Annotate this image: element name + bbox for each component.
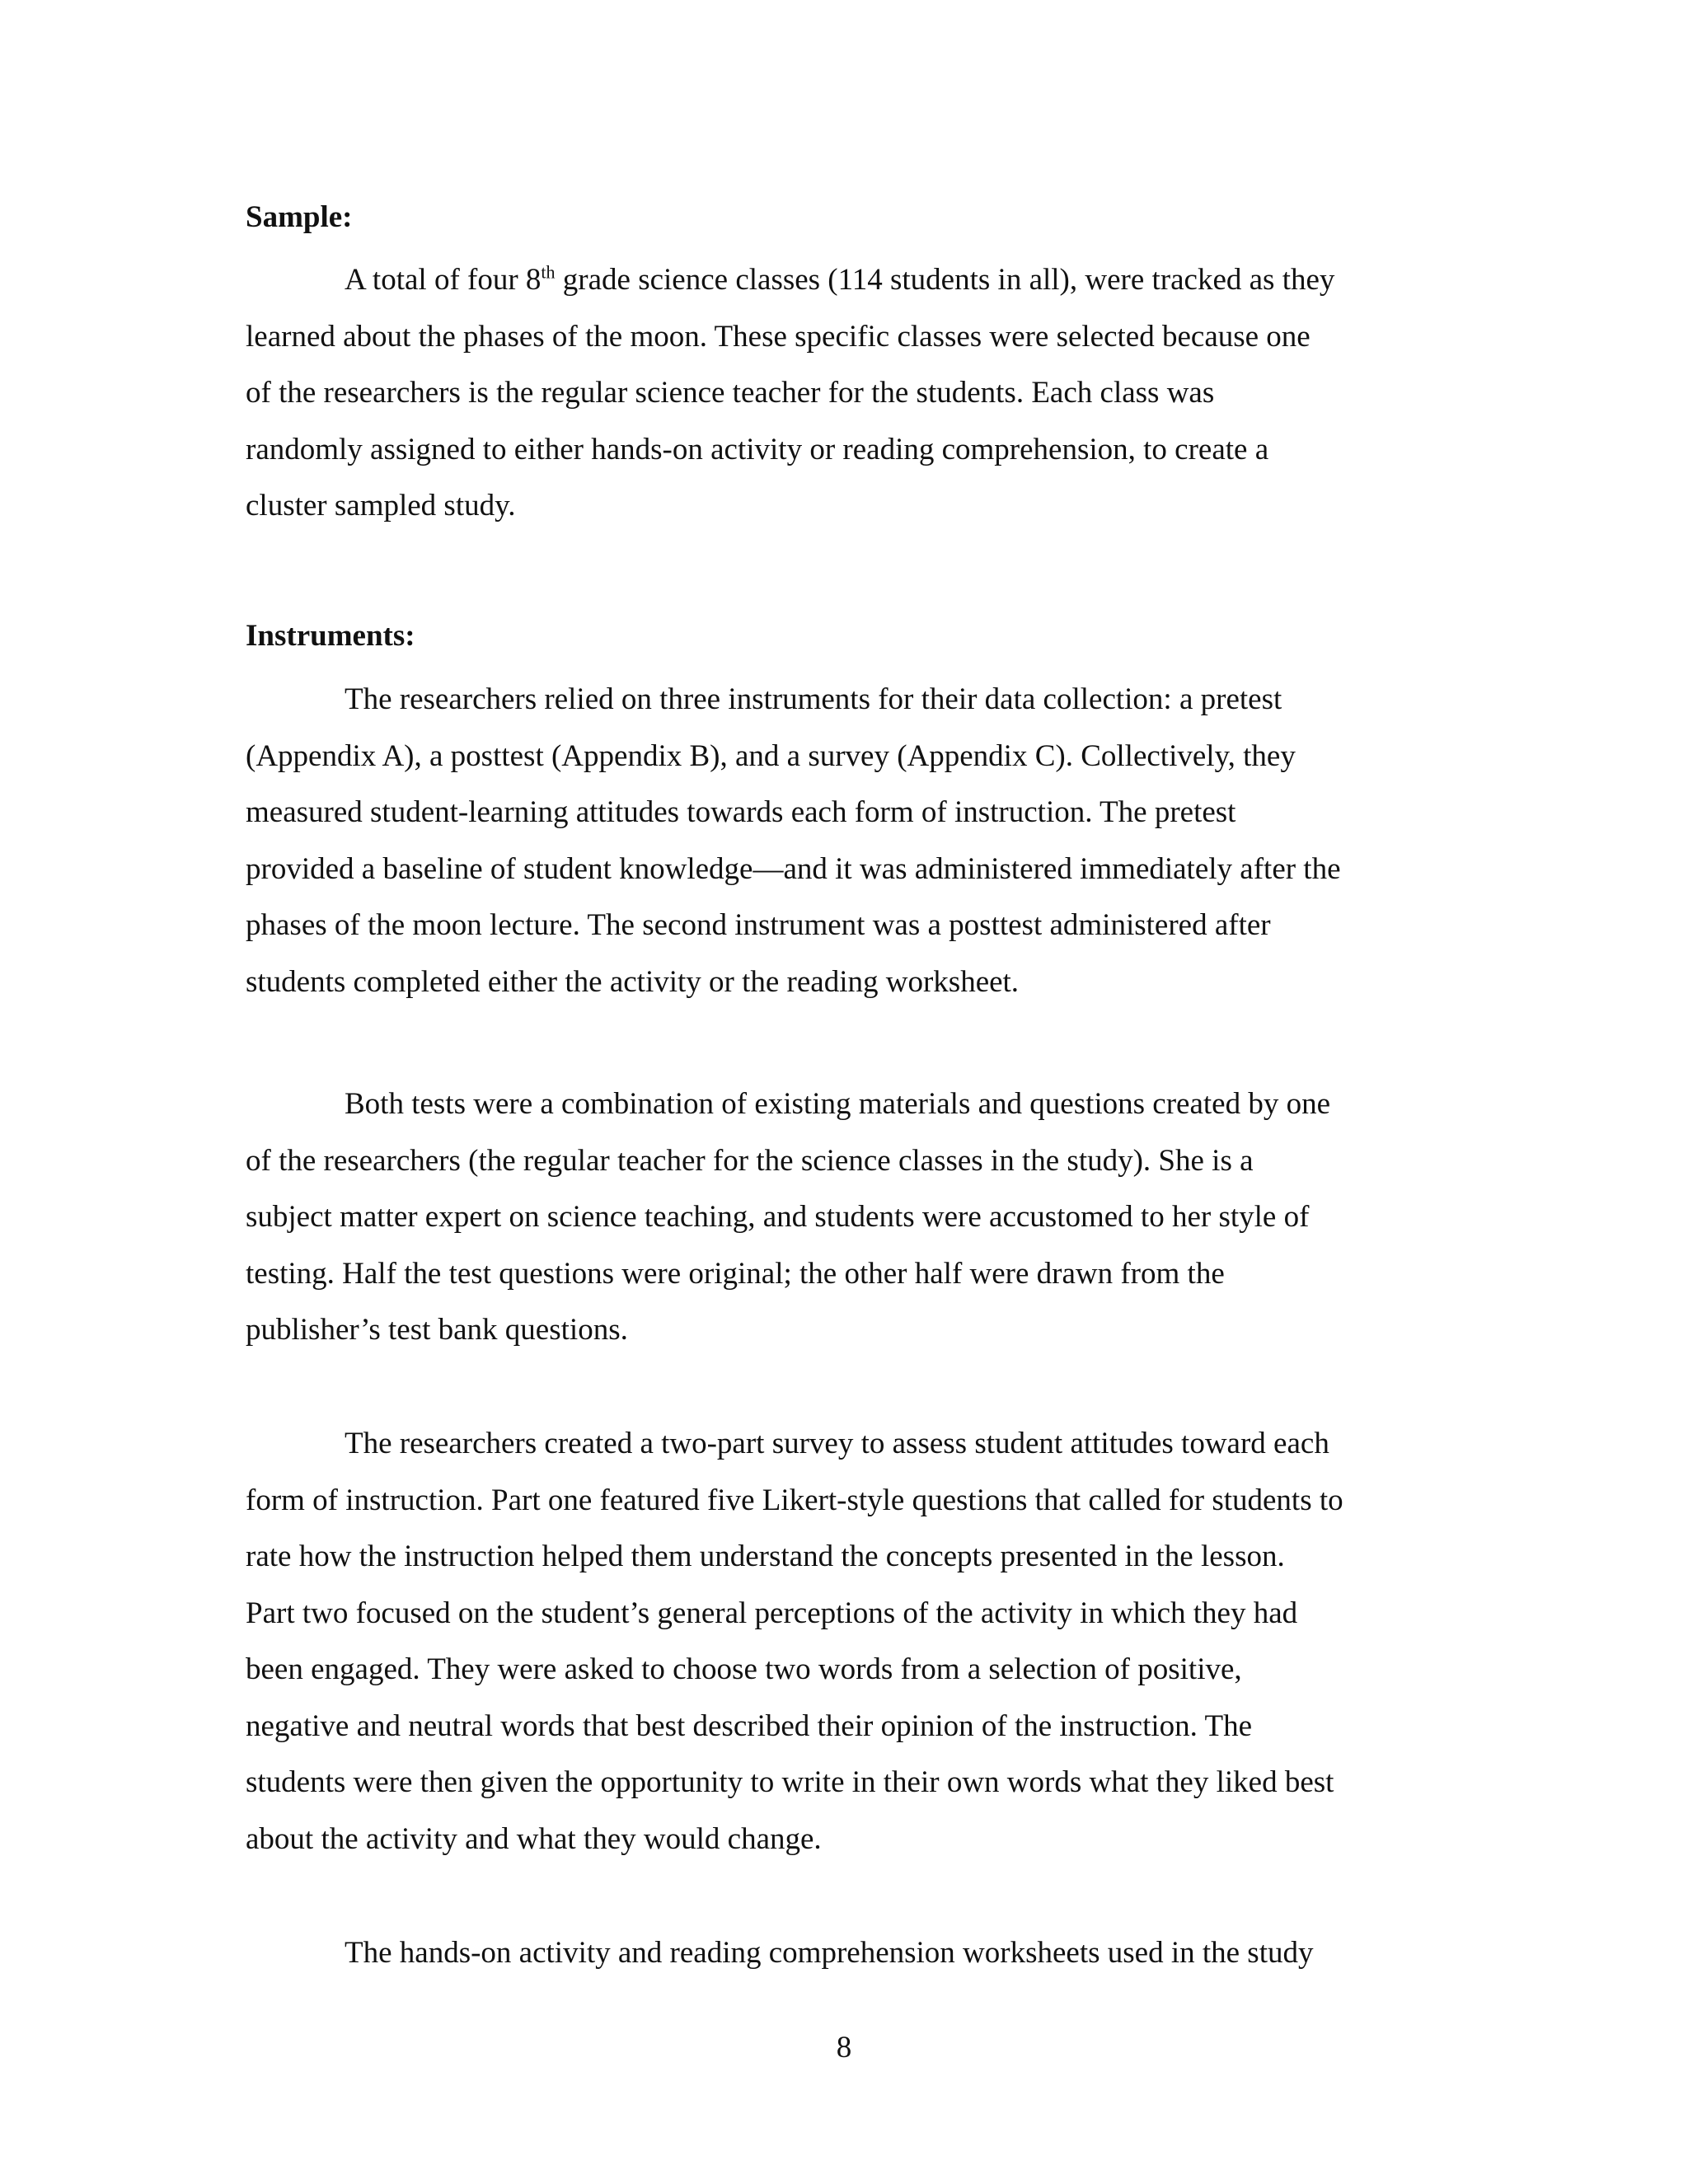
text-line: randomly assigned to either hands-on activity or reading comprehension, to create a — [246, 432, 1269, 466]
text-line: testing. Half the test questions were original; the other half were drawn from the — [246, 1256, 1225, 1291]
section-heading-instruments: Instruments: — [246, 619, 415, 653]
paragraph-sample — [246, 252, 1437, 535]
text-line: The researchers created a two-part survey to assess student attitudes toward each — [345, 1427, 1329, 1460]
text-line: subject matter expert on science teaching, and students were accustomed to her style of — [246, 1200, 1310, 1234]
text-line: publisher’s test bank questions. — [246, 1313, 628, 1347]
text-line: learned about the phases of the moon. These specific classes were selected because one — [246, 319, 1311, 354]
text-line: been engaged. They were asked to choose two words from a selection of positive, — [246, 1652, 1242, 1686]
text-line: provided a baseline of student knowledge—and it was administered immediately after the — [246, 851, 1341, 886]
text-line: The researchers relied on three instruments for their data collection: a pretest — [345, 682, 1282, 716]
text-line: measured student-learning attitudes towards each form of instruction. The pretest — [246, 795, 1236, 829]
paragraph-instruments-4 — [246, 1925, 1437, 1982]
text-line: students were then given the opportunity to write in their own words what they liked best — [246, 1765, 1334, 1799]
section-heading-sample: Sample: — [246, 200, 353, 234]
text-line: students completed either the activity or the reading worksheet. — [246, 964, 1020, 999]
superscript: th — [541, 261, 556, 283]
page-number: 8 — [836, 2031, 852, 2064]
text-line: Part two focused on the student’s general perceptions of the activity in which they had — [246, 1596, 1298, 1630]
text-line: phases of the moon lecture. The second instrument was a posttest administered after — [246, 908, 1271, 942]
text-line: of the researchers is the regular science teacher for the students. Each class was — [246, 376, 1215, 410]
text-line: The hands-on activity and reading comprehension worksheets used in the study — [345, 1936, 1314, 1970]
text-line: negative and neutral words that best described their opinion of the instruction. The — [246, 1708, 1253, 1743]
paragraph-instruments-1 — [246, 672, 1437, 1010]
paragraph-instruments-2 — [246, 1076, 1437, 1359]
paragraph-instruments-3 — [246, 1416, 1437, 1868]
text-line: form of instruction. Part one featured five Likert-style questions that called for students to — [246, 1483, 1343, 1517]
text-line: cluster sampled study. — [246, 489, 516, 523]
text-line: about the activity and what they would change. — [246, 1821, 822, 1856]
text-line: Both tests were a combination of existing materials and questions created by one — [345, 1087, 1331, 1121]
text-line: (Appendix A), a posttest (Appendix B), and a survey (Appendix C). Collectively, they — [246, 738, 1296, 773]
text-line: rate how the instruction helped them understand the concepts presented in the lesson. — [246, 1540, 1285, 1573]
text-line: A total of four 8th grade science classes (114 students in all), were tracked as they — [345, 261, 1335, 297]
text-line: of the researchers (the regular teacher for the science classes in the study). She is a — [246, 1143, 1254, 1178]
